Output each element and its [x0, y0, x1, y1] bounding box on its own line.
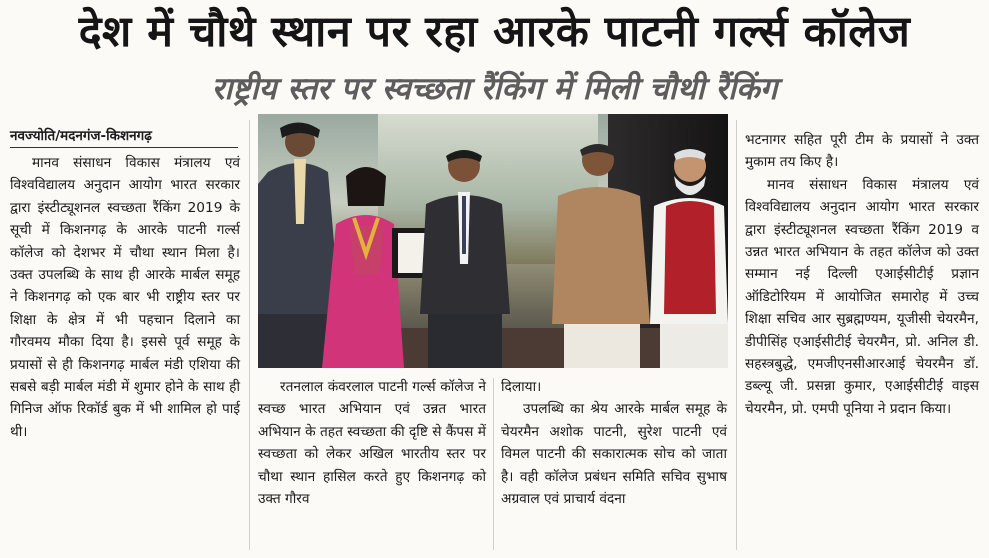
person-woman-saree — [322, 167, 404, 368]
person-center-man — [420, 150, 510, 368]
col4-paragraph: मानव संसाधन विकास मंत्रालय एवं विश्वविद्यालय अनुदान आयोग भारत सरकार द्वारा इंस्टीट्यूशनल स्वच्छता रैंकिंग 2019 व उन्नत भारत अभियान के तहत कॉलेज को उक्त सम्मान नई दिल्ली एआईसीटीई प्रज्ञान ऑडिटोरियम में आयोजित समारोह में उच्च शिक्षा सचिव आर सुब्रह्मण्यम, यूजीसी चेयरमैन, डीपीसिंह एआईसीटीई चेयरमैन, प्रो. अनिल डी. सहस्त्रबुद्धे, एमजीएनसीआरआई चेयरमैन डॉ. डब्ल्यू जी. प्रसन्ना कुमार, एआईसीटीई वाइस चेयरमैन, प्रो. एमपी पूनिया ने प्रदान किया। — [745, 176, 979, 417]
column-2 — [258, 376, 486, 510]
col3-paragraph-continued: दिलाया। — [501, 379, 542, 395]
person-red-vest — [650, 149, 728, 368]
column-divider — [249, 120, 250, 550]
column-divider — [736, 120, 737, 550]
col1-paragraph: मानव संसाधन विकास मंत्रालय एवं विश्वविद्यालय अनुदान आयोग भारत सरकार द्वारा इंस्टीट्यूशनल स्वच्छता रैंकिंग 2019 के सूची में किशनगढ़ के आरके पाटनी गर्ल्स कॉलेज को देशभर में चौथा स्थान मिला है। उक्त उपलब्धि के साथ ही आरके मार्बल समूह ने किशनगढ़ को एक बार भी राष्ट्रीय स्तर पर शिक्षा के क्षेत्र में भी पहचान दिलाने का गौरवमय मौका दिया है। इससे पूर्व समूह के प्रयासों से ही किशनगढ़ मार्बल मंडी एशिया की सबसे बड़ी मार्बल मंडी में शुमार होने के साथ ही गिनिज ऑफ रिकॉर्ड बुक में भी शामिल हो पाई थी। — [10, 155, 240, 440]
col3-paragraph: उपलब्धि का श्रेय आरके मार्बल समूह के चेयरमैन अशोक पाटनी, सुरेश पाटनी एवं विमल पाटनी की सकारात्मक सोच को जाता है। वही कॉलेज प्रबंधन समिति सचिव सुभाष अग्रवाल एवं प्राचार्य वंदना — [501, 401, 727, 508]
col2-paragraph: रतनलाल कंवरलाल पाटनी गर्ल्स कॉलेज ने स्वच्छ भारत अभियान एवं उन्नत भारत अभियान के तहत स्वच्छता की दृष्टि से कैंपस में स्वच्छता को लेकर अखिल भारतीय स्तर पर चौथा स्थान हासिल करते हुए किशनगढ़ को उक्त गौरव — [258, 379, 486, 508]
column-3 — [501, 376, 727, 510]
news-photo — [258, 114, 728, 368]
subheadline: राष्ट्रीय स्तर पर स्वच्छता रैंकिंग में मिली चौथी रैंकिंग — [211, 71, 778, 107]
col4-paragraph-continued: भटनागर सहित पूरी टीम के प्रयासों ने उक्त मुकाम तय किए है। — [745, 132, 979, 171]
headline: देश में चौथे स्थान पर रहा आरके पाटनी गर्ल्स कॉलेज — [78, 7, 911, 57]
person-tan-jacket — [552, 144, 650, 368]
column-4 — [745, 129, 979, 420]
column-divider — [493, 378, 494, 550]
column-1 — [10, 152, 240, 443]
award-ceremony-figures — [258, 114, 728, 368]
dateline: नवज्योति/मदनगंज-किशनगढ़ — [10, 126, 238, 148]
